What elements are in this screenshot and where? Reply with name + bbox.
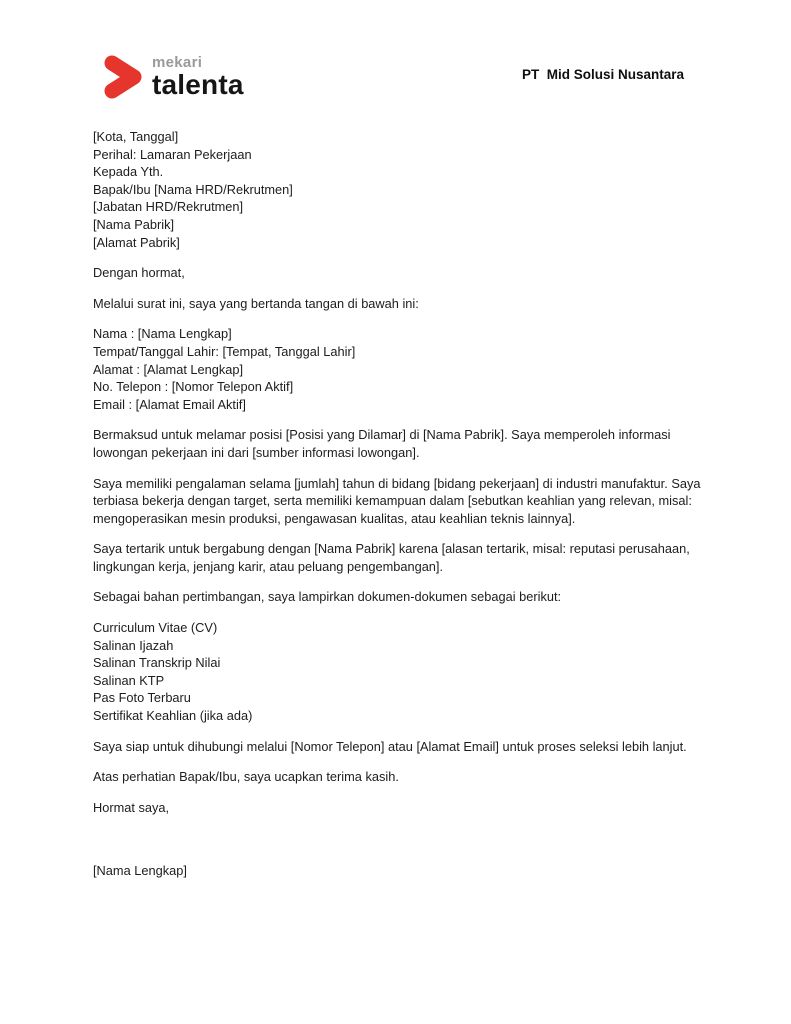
logo-text-mekari: mekari xyxy=(152,54,203,71)
company-name-heading: PT Mid Solusi Nusantara xyxy=(521,67,684,82)
intro-sentence: Melalui surat ini, saya yang bertanda tangan di bawah ini: xyxy=(93,295,419,311)
signature-name: [Nama Lengkap] xyxy=(93,863,187,879)
recipient-line: [Alamat Pabrik] xyxy=(93,234,180,250)
mekari-arrow-icon xyxy=(103,54,145,100)
attachment-item: Sertifikat Keahlian (jika ada) xyxy=(93,708,253,724)
recipient-line: Perihal: Lamaran Pekerjaan xyxy=(93,146,252,162)
signoff: Hormat saya, xyxy=(93,799,170,815)
identity-line: Nama : [Nama Lengkap] xyxy=(93,326,232,342)
attachment-item: Pas Foto Terbaru xyxy=(93,690,191,706)
logo-wordmark xyxy=(152,55,244,99)
identity-line: Tempat/Tanggal Lahir: [Tempat, Tanggal Lahir] xyxy=(93,343,356,359)
recipient-line: [Jabatan HRD/Rekrutmen] xyxy=(93,199,244,215)
letterhead xyxy=(93,54,701,100)
signature-space xyxy=(93,816,701,862)
attachment-item: Salinan Transkrip Nilai xyxy=(93,655,221,671)
salutation: Dengan hormat, xyxy=(93,265,185,281)
body-paragraph: Saya tertarik untuk bergabung dengan [Nama Pabrik] karena [alasan tertarik, misal: reputasi perusahaan, lingkungan kerja, jenjang karir, atau peluang pengembangan]. xyxy=(93,541,694,574)
closing-paragraph: Atas perhatian Bapak/Ibu, saya ucapkan terima kasih. xyxy=(93,769,399,785)
attachment-item: Salinan Ijazah xyxy=(93,637,174,653)
identity-line: Alamat : [Alamat Lengkap] xyxy=(93,361,244,377)
attachment-item: Salinan KTP xyxy=(93,672,165,688)
recipient-line: [Nama Pabrik] xyxy=(93,216,175,232)
recipient-line: [Kota, Tanggal] xyxy=(93,129,179,144)
identity-line: Email : [Alamat Email Aktif] xyxy=(93,396,246,412)
identity-block xyxy=(93,325,701,413)
letter-body xyxy=(93,128,705,880)
body-paragraph: Bermaksud untuk melamar posisi [Posisi yang Dilamar] di [Nama Pabrik]. Saya memperoleh informasi lowongan pekerjaan ini dari [sumber informasi lowongan]. xyxy=(93,427,675,460)
closing-paragraph: Saya siap untuk dihubungi melalui [Nomor Telepon] atau [Alamat Email] untuk proses seleksi lebih lanjut. xyxy=(93,738,687,754)
identity-line: No. Telepon : [Nomor Telepon Aktif] xyxy=(93,379,294,395)
recipient-line: Bapak/Ibu [Nama HRD/Rekrutmen] xyxy=(93,181,293,197)
recipient-block xyxy=(93,128,701,251)
attachment-item: Curriculum Vitae (CV) xyxy=(93,620,218,636)
mekari-talenta-logo xyxy=(103,54,244,100)
recipient-line: Kepada Yth. xyxy=(93,164,164,180)
body-paragraph: Saya memiliki pengalaman selama [jumlah] tahun di bidang [bidang pekerjaan] di industri manufaktur. Saya terbiasa bekerja dengan target, serta memiliki kemampuan dalam [sebutkan keahlian yang relevan, misal: mengoperasikan mesin produksi, pengawasan kualitas, atau keahlian teknis lainnya]. xyxy=(93,475,705,526)
logo-text-talenta: talenta xyxy=(152,69,244,100)
attachments-list xyxy=(93,619,701,725)
attachments-intro: Sebagai bahan pertimbangan, saya lampirkan dokumen-dokumen sebagai berikut: xyxy=(93,589,562,605)
